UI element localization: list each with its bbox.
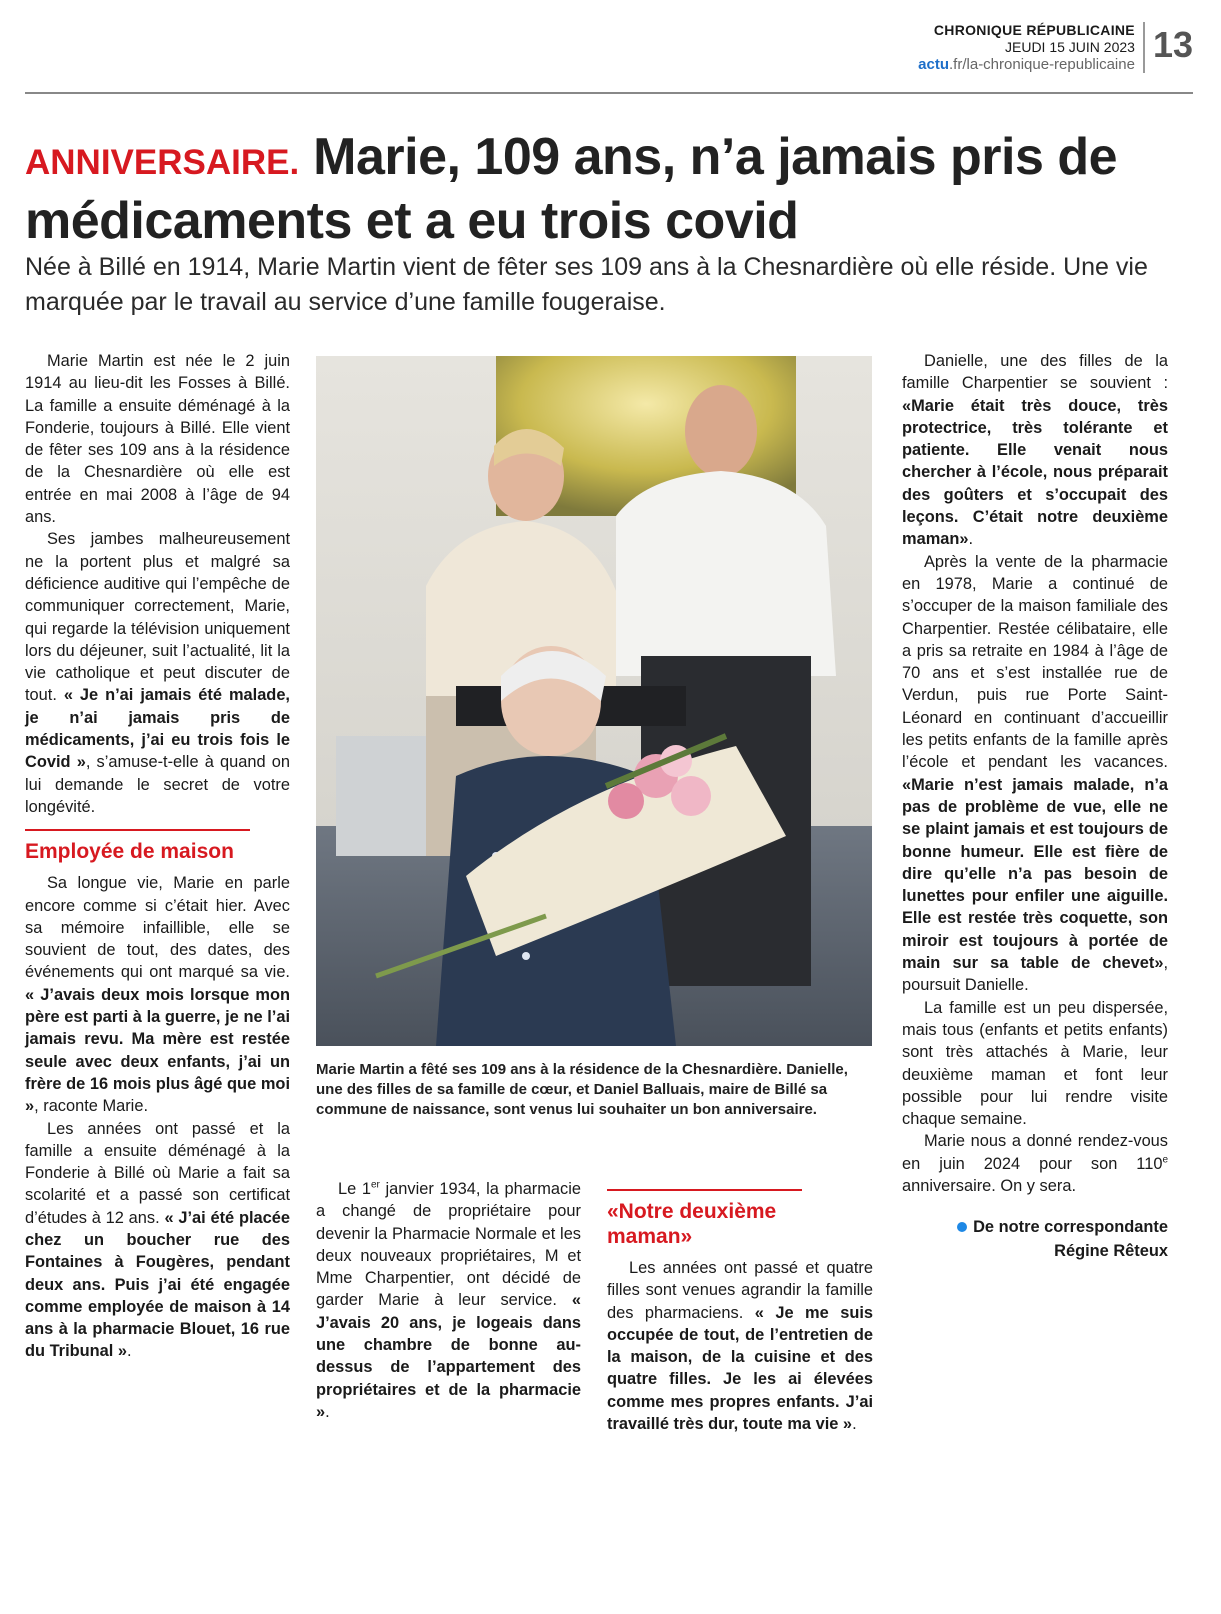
website-link[interactable] (918, 56, 1135, 73)
masthead (918, 22, 1193, 73)
byline-role: De notre correspondante (973, 1218, 1168, 1237)
paragraph-8: Après la vente de la pharmacie en 1978, Marie a continué de s’occuper de la maison familiale des Charpentier. Restée célibataire, elle a pris sa retraite en 1984 à l’âge de 70 ans et s’est installée rue de Verdun, puis rue Porte Saint-Léonard en continuant d’accueillir les petits enfants de la famille après l’école et pendant les vacances. «Marie n’est jamais malade, n’a pas de problème de vue, elle ne se plaint jamais et est toujours de bonne humeur. Elle est fière de dire qu’elle n’a pas besoin de lunettes pour enfiler une aiguille. Elle est restée très coquette, son miroir est toujours à portée de main sur sa table de chevet», poursuit Danielle. (902, 552, 1168, 995)
paragraph-6: Les années ont passé et quatre filles sont venues agrandir la famille des pharmaciens. « Je me suis occupée de tout, de l’entretien de la maison, de la cuisine et des quatre filles. Je les ai élevées comme mes propres enfants. J’ai travaillé très dur, toute ma vie ». (607, 1259, 873, 1434)
issue-date: JEUDI 15 JUIN 2023 (1005, 39, 1135, 55)
column-2 (316, 1178, 581, 1423)
publication-name: CHRONIQUE RÉPUBLICAINE (933, 22, 1135, 38)
column-4 (902, 350, 1168, 1263)
headline-title: Marie, 109 ans, n’a jamais pris de médicaments et a eu trois covid (25, 128, 1118, 250)
article-photo (316, 356, 872, 1046)
paragraph-7: Danielle, une des filles de la famille Charpentier se souvient : «Marie était très douce, très protectrice, très tolérante et patiente. Elle venait nous chercher à l’école, nous préparait des goûters et s’occupait des leçons. C’était notre deuxième maman». (902, 352, 1168, 549)
masthead-info (918, 22, 1145, 73)
quote: « J’ai été placée chez un boucher rue des Fontaines à Fougères, pendant deux ans. Puis j’ai été engagée comme employée de maison à 14 ans à la pharmacie Blouet, 16 rue du Tribunal » (25, 1208, 290, 1361)
quote: « J’avais 20 ans, je logeais dans une chambre de bonne au-dessus de l’appartement des propriétaires et de la pharmacie » (316, 1291, 581, 1421)
url-path: .fr/la-chronique-republicaine (949, 56, 1135, 73)
column-3 (607, 1178, 873, 1435)
url-brand: actu (918, 56, 950, 73)
paragraph-2: Ses jambes malheureusement ne la portent plus et malgré sa déficience auditive qui l’empêche de communiquer correctement, Marie, qui regarde la télévision uniquement lors du déjeuner, suit l’actualité, lit la vie catholique et peut discuter de tout. « Je n’ai jamais été malade, je n’ai jamais pris de médicaments, j’ai eu trois fois le Covid », s’amuse-t-elle à quand on lui demande le secret de votre longévité. (25, 530, 291, 816)
paragraph-1: Marie Martin est née le 2 juin 1914 au lieu-dit les Fosses à Billé. La famille a ensuite déménagé à la Fonderie, toujours à Billé. Elle vient de fêter ses 109 ans à la résidence de la Chesnardière où elle est entrée en mai 2008 à l’âge de 94 ans. (25, 352, 290, 527)
byline (902, 1215, 1168, 1263)
paragraph-5: Le 1er janvier 1934, la pharmacie a changé de propriétaire pour devenir la Pharmacie Normale et les deux nouveaux propriétaires, M et Mme Charpentier, ont décidé de garder Marie à leur service. « J’avais 20 ans, je logeais dans une chambre de bonne au-dessus de l’appartement des propriétaires et de la pharmacie ». (316, 1179, 581, 1421)
header-rule (25, 92, 1193, 94)
headline (25, 128, 1195, 250)
quote: « Je me suis occupée de tout, de l’entretien de la maison, de la cuisine et des quatre filles. Je les ai élevées comme mes propres enfants. J’ai travaillé très dur, toute ma vie » (607, 1303, 873, 1434)
paragraph-4: Les années ont passé et la famille a ensuite déménagé à la Fonderie à Billé où Marie a fait sa scolarité et a passé son certificat d’études à 12 ans. « J’ai été placée chez un boucher rue des Fontaines à Fougères, pendant deux ans. Puis j’ai été engagée comme employée de maison à 14 ans à la pharmacie Blouet, 16 rue du Tribunal ». (25, 1119, 290, 1361)
paragraph-9: La famille est un peu dispersée, mais tous (enfants et petits enfants) sont très attachés à Marie, leur deuxième maman et font leur possible pour lui rendre visite chaque semaine. (902, 998, 1168, 1129)
subheading-second-mother: «Notre deuxième maman» (607, 1189, 802, 1249)
photo-caption: Marie Martin a fêté ses 109 ans à la résidence de la Chesnardière. Danielle, une des filles de sa famille de cœur, et Daniel Balluais, maire de Billé sa commune de naissance, sont venus lui souhaiter un bon anniversaire. (316, 1061, 848, 1118)
subheading-employee: Employée de maison (25, 829, 250, 864)
photo-illustration (316, 356, 872, 1046)
paragraph-3: Sa longue vie, Marie en parle encore comme si c’était hier. Avec sa mémoire infaillible, elle se souvient de tout, des dates, des événements qui ont marqué sa vie. « J’avais deux mois lorsque mon père est parti à la guerre, je ne l’ai jamais revu. Ma mère est restée seule avec deux enfants, j’ai un frère de 16 mois plus âgé que moi », raconte Marie. (25, 874, 290, 1116)
column-1 (25, 350, 290, 1363)
quote: « J’avais deux mois lorsque mon père est parti à la guerre, je ne l’ai jamais revu. Ma mère est restée seule avec deux enfants, j’ai un frère de 16 mois plus âgé que moi » (25, 985, 290, 1116)
bullet-icon (957, 1222, 967, 1232)
standfirst: Née à Billé en 1914, Marie Martin vient de fêter ses 109 ans à la Chesnardière où elle réside. Une vie marquée par le travail au service d’une famille fougeraise. (25, 253, 1148, 316)
page-number: 13 (1152, 24, 1193, 65)
quote: « Je n’ai jamais été malade, je n’ai jamais pris de médicaments, j’ai eu trois fois le Covid » (25, 686, 290, 772)
byline-author: Régine Rêteux (1054, 1242, 1168, 1261)
quote: «Marie était très douce, très protectrice, très tolérante et patiente. Elle venait nous chercher à l’école, nous préparait des goûters et s’occupait des leçons. C’était notre deuxième maman» (902, 396, 1168, 549)
paragraph-10: Marie nous a donné rendez-vous en juin 2024 pour son 110e anniversaire. On y sera. (902, 1132, 1168, 1195)
headline-kicker: ANNIVERSAIRE. (25, 143, 300, 182)
quote: «Marie n’est jamais malade, n’a pas de problème de vue, elle ne se plaint jamais et est toujours de bonne humeur. Elle est fière de dire qu’elle n’a pas besoin de lunettes pour enfiler une aiguille. Elle est restée très coquette, son miroir est toujours à portée de main sur sa table de chevet» (902, 775, 1168, 973)
